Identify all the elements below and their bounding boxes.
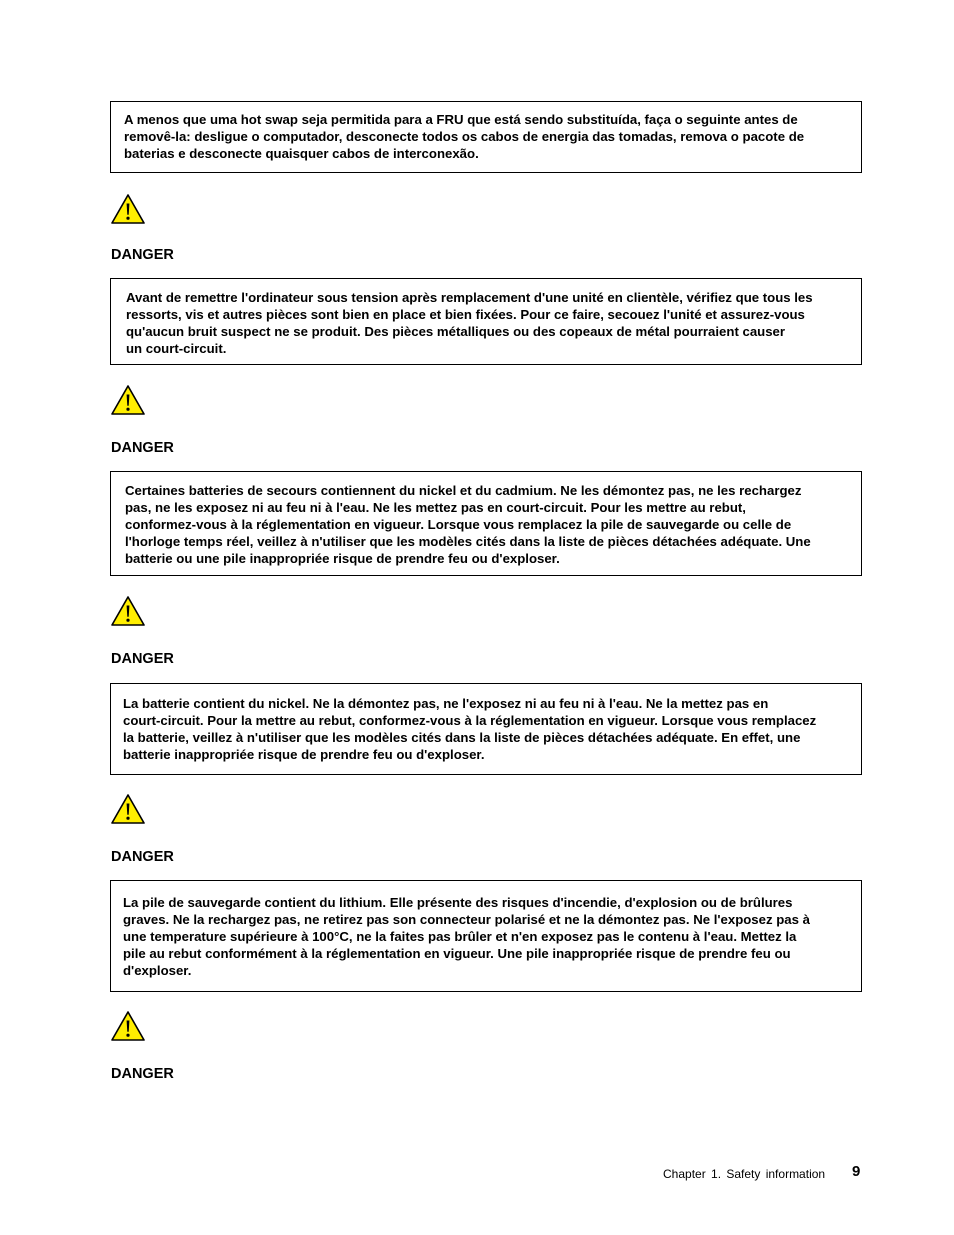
notice-text: A menos que uma hot swap seja permitida para a FRU que está sendo substituída, faça o seguinte antes de removê-la: desligue o computador, desconecte todos os cabos de energia das tomadas, remova o pacote de baterias e desconecte quaisquer cabos de interconexão. (124, 112, 805, 161)
warning-triangle-icon (110, 193, 146, 225)
danger-label: DANGER (111, 849, 174, 865)
danger-label: DANGER (111, 651, 174, 667)
warning-triangle-icon (110, 1010, 146, 1042)
danger-label: DANGER (111, 1066, 174, 1082)
page-number: 9 (852, 1163, 861, 1180)
notice-text: La batterie contient du nickel. Ne la démontez pas, ne l'exposez ni au feu ni à l'eau. Ne la mettez pas en court-circuit. Pour la mettre au rebut, conformez-vous à la réglementation en vigueur. Lorsque vous remplacez la batterie, veillez à n'utiliser que les modèles cités dans la liste de pièces détachées adéquate. En effet, une batterie inappropriée risque de prendre feu ou d'exploser. (123, 696, 817, 762)
notice-text: Certaines batteries de secours contiennent du nickel et du cadmium. Ne les démontez pas, ne les rechargez pas, ne les exposez ni au feu ni à l'eau. Ne les mettez pas en court-circuit. Pour les mettre au rebut, conformez-vous à la réglementation en vigueur. Lorsque vous remplacez la pile de sauvegarde ou celle de l'horloge temps réel, veillez à n'utiliser que les modèles cités dans la liste de pièces détachées adéquate. Une batterie ou une pile inappropriée risque de prendre feu ou d'exploser. (125, 483, 811, 566)
warning-triangle-icon (110, 793, 146, 825)
footer-chapter-title: Chapter 1. Safety information (663, 1167, 826, 1181)
notice-box (110, 880, 862, 992)
danger-label: DANGER (111, 247, 174, 263)
notice-box (110, 471, 862, 576)
notice-box (110, 101, 862, 173)
warning-triangle-icon (110, 595, 146, 627)
notice-text: Avant de remettre l'ordinateur sous tension après remplacement d'une unité en clientèle, vérifiez que tous les ressorts, vis et autres pièces sont bien en place et bien fixées. Pour ce faire, secouez l'unité et assurez-vous qu'aucun bruit suspect ne se produit. Des pièces métalliques ou des copeaux de métal pourraient causer un court-circuit. (126, 290, 813, 356)
notice-text: La pile de sauvegarde contient du lithium. Elle présente des risques d'incendie, d'explosion ou de brûlures graves. Ne la rechargez pas, ne retirez pas son connecteur polarisé et ne la démontez pas. Ne l'exposez pas à une temperature supérieure à 100°C, ne la faites pas brûler et n'en exposez pas le contenu à l'eau. Mettez la pile au rebut conformément à la réglementation en vigueur. Une pile inappropriée risque de prendre feu ou d'exploser. (123, 895, 810, 978)
notice-box (110, 683, 862, 775)
danger-label: DANGER (111, 440, 174, 456)
warning-triangle-icon (110, 384, 146, 416)
notice-box (110, 278, 862, 365)
